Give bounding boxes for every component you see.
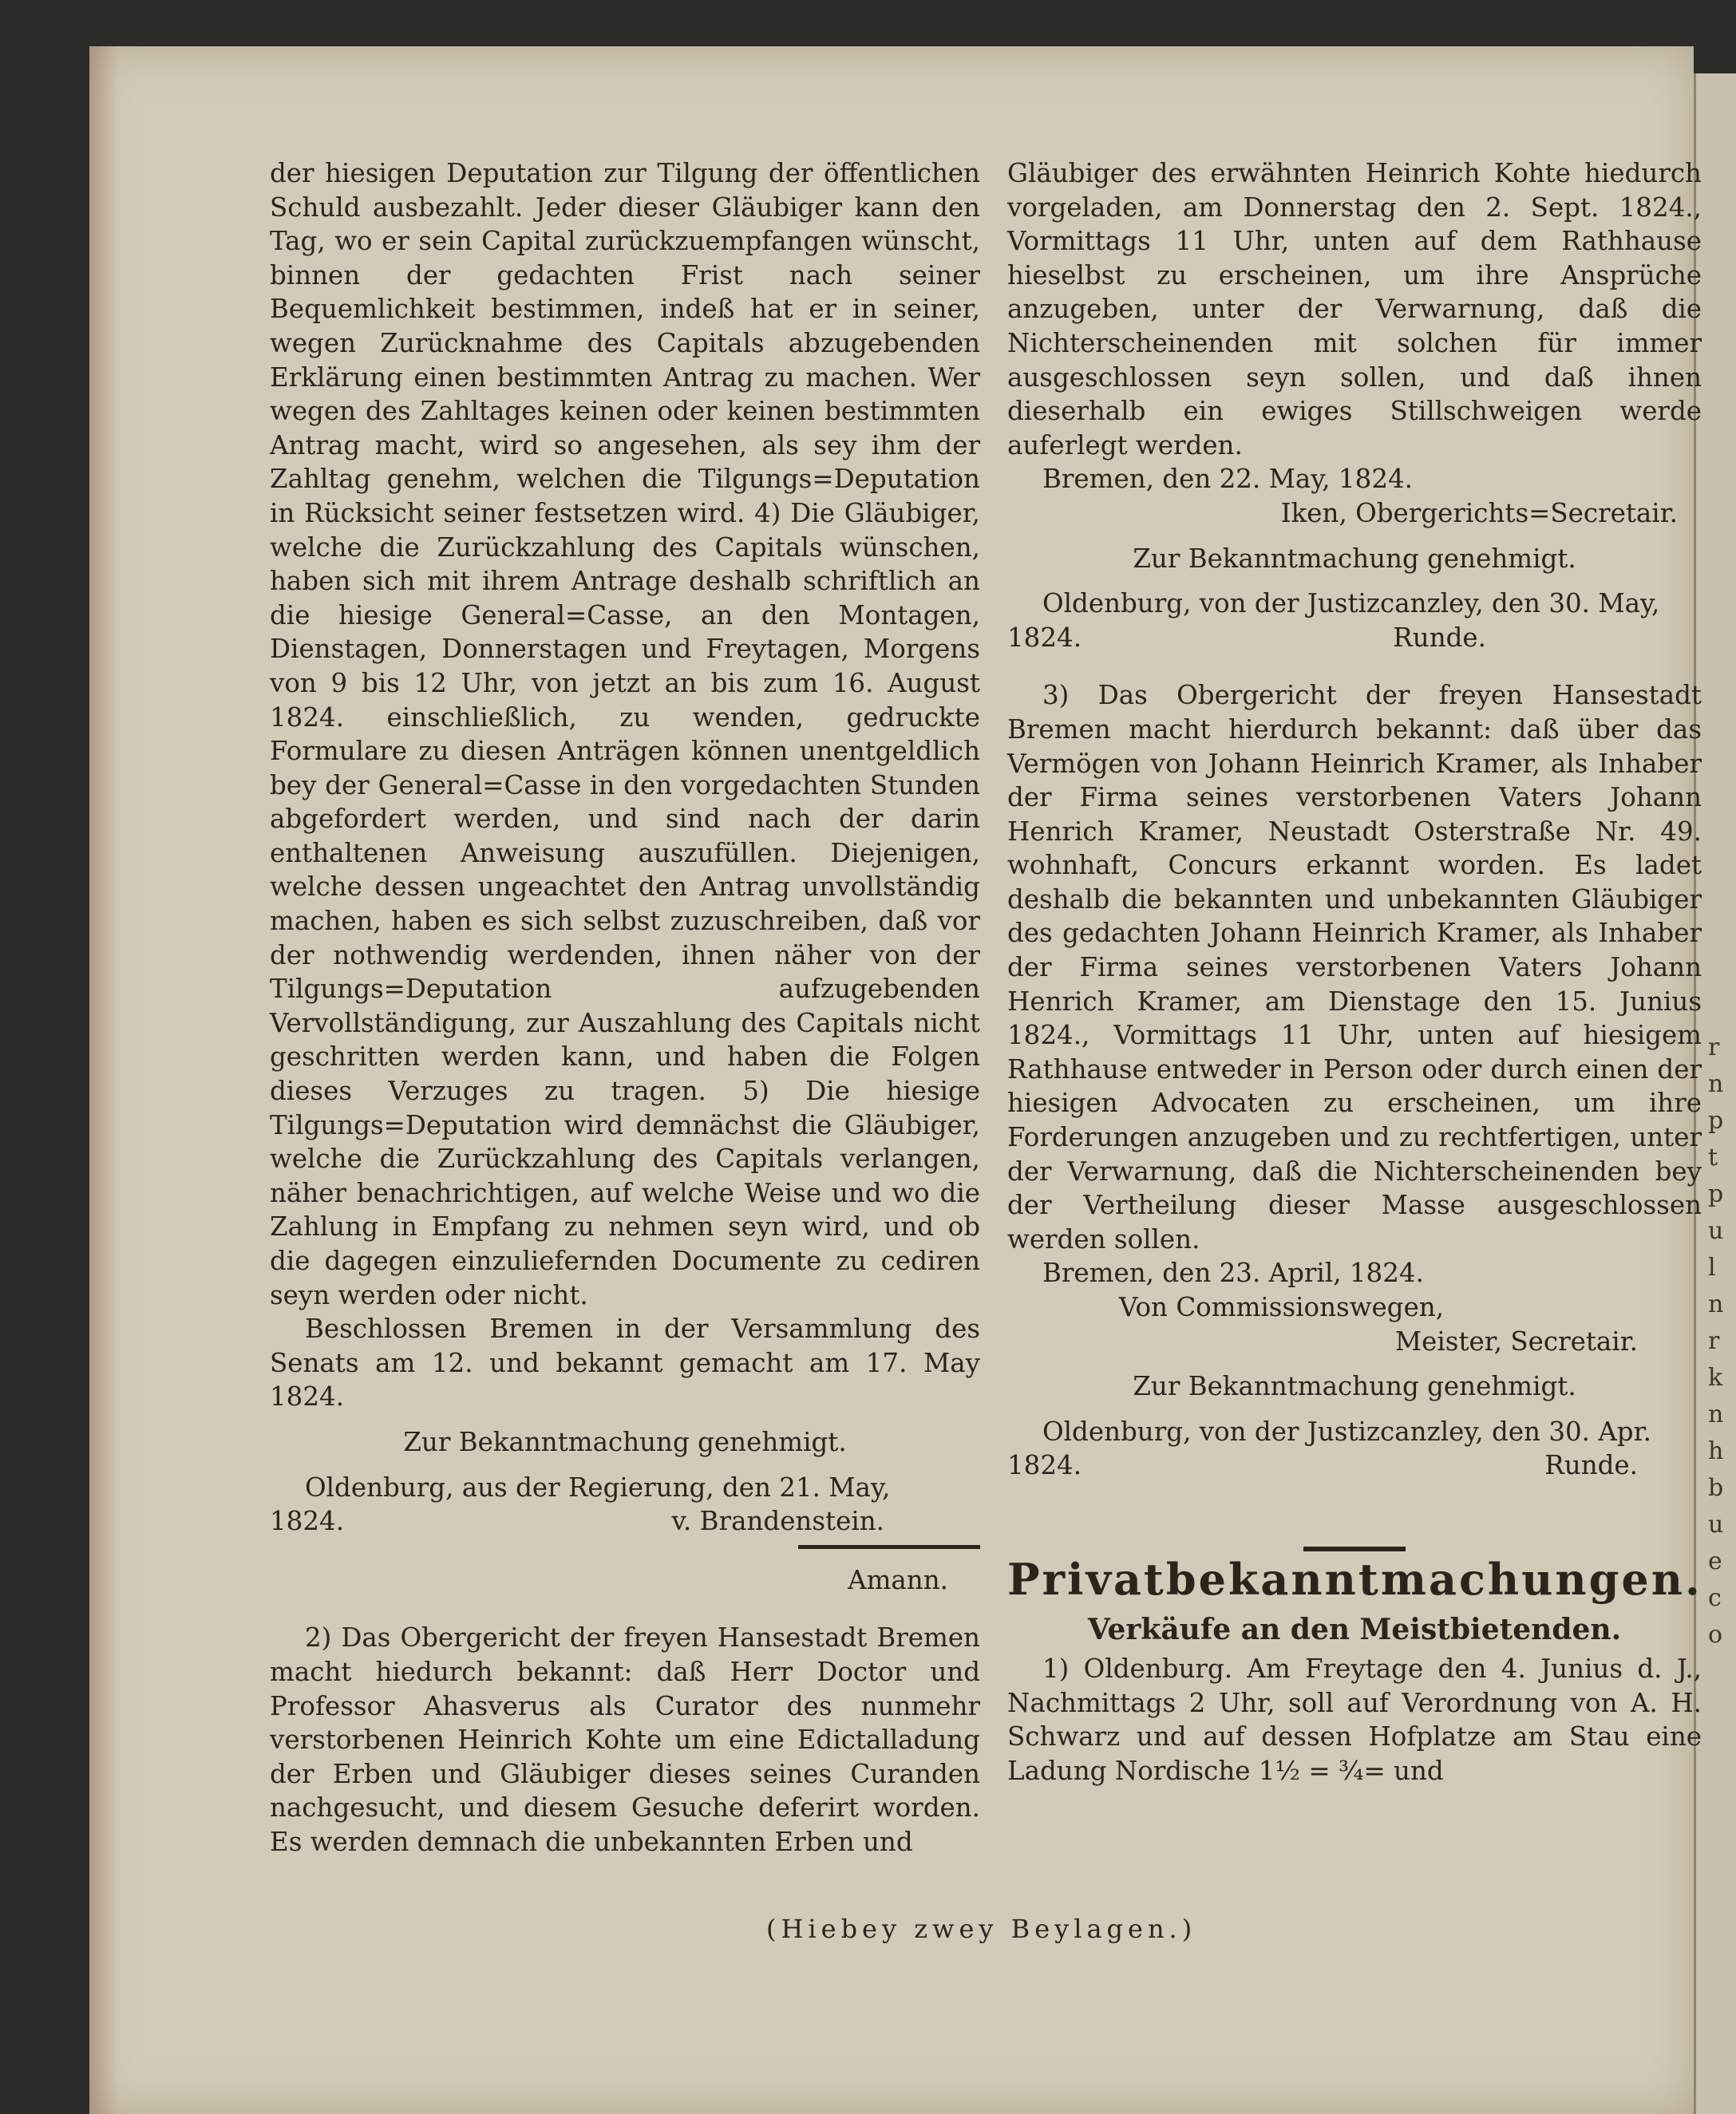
edge-letter: c xyxy=(1708,1584,1722,1612)
edge-letter: r xyxy=(1708,1327,1720,1355)
left-paragraph-1: der hiesigen Deputation zur Tilgung der öffentlichen Schuld ausbezahlt. Jeder dieser Gläubiger kann den Tag, wo er sein Capital zurückzuempfangen wünscht, binnen der gedachten Frist nach seiner Bequemlichkeit bestimmen, indeß hat er in seiner, wegen Zurücknahme des Capitals abzugebenden Erklärung einen bestimmten Antrag zu machen. Wer wegen des Zahltages keinen oder keinen bestimmten Antrag macht, wird so angesehen, als sey ihm der Zahltag genehm, welchen die Tilgungs=Deputation in Rücksicht seiner festsetzen wird. 4) Die Gläubiger, welche die Zurückzahlung des Capitals wünschen, haben sich mit ihrem Antrage deshalb schriftlich an die hiesige General=Casse, an den Montagen, Dienstagen, Donnerstagen und Freytagen, Morgens von 9 bis 12 Uhr, von jetzt an bis zum 16. August 1824. einschließlich, zu wenden, gedruckte Formulare zu diesen Anträgen können unentgeldlich bey der General=Casse in den vorgedachten Stunden abgefordert werden, und sind nach der darin enthaltenen Anweisung auszufüllen. Diejenigen, welche dessen ungeachtet den Antrag unvollständig machen, haben es sich selbst zuzuschreiben, daß vor der nothwendig werdenden, ihnen näher von der Tilgungs=Deputation aufzugebenden Vervollständigung, zur Auszahlung des Capitals nicht geschritten werden kann, und haben die Folgen dieses Verzuges zu tragen. 5) Die hiesige Tilgungs=Deputation wird demnächst die Gläubiger, welche die Zurückzahlung des Capitals verlangen, näher benachrichtigen, auf welche Weise und wo die Zahlung in Empfang zu nehmen seyn wird, und ob die dagegen einzuliefernden Documente zu cediren seyn werden oder nicht. xyxy=(270,158,980,1310)
left-year: 1824. xyxy=(270,1506,345,1537)
left-approval: Zur Bekanntmachung genehmigt. xyxy=(403,1426,847,1457)
right-place-date-1: Oldenburg, von der Justizcanzley, den 30. May, xyxy=(1042,588,1660,619)
right-paragraph-1: Gläubiger des erwähnten Heinrich Kohte hiedurch vorgeladen, am Donnerstag den 2. Sept. 1824., Vormittags 11 Uhr, unten auf dem Rathhause hieselbst zu erscheinen, um ihre Ansprüche anzugeben, unter der Verwarnung, daß die Nichterscheinenden mit solchen für immer ausgeschlossen seyn sollen, und daß ihnen dieserhalb ein ewiges Stillschweigen werde auferlegt werden. xyxy=(1007,158,1702,460)
right-signer-1: Runde. xyxy=(1393,622,1486,653)
edge-letter: p xyxy=(1708,1107,1724,1135)
left-place-date: Oldenburg, aus der Regierung, den 21. May, xyxy=(305,1472,891,1503)
edge-letter: p xyxy=(1708,1180,1724,1208)
left-column xyxy=(270,156,980,1859)
section-subheading: Verkäufe an den Meistbietenden. xyxy=(1087,1612,1622,1646)
left-signature-line xyxy=(270,1504,980,1539)
right-year-2: 1824. xyxy=(1007,1450,1082,1481)
edge-letter: u xyxy=(1708,1217,1724,1245)
supplement-note: (Hiebey zwey Beylagen.) xyxy=(766,1914,1197,1944)
right-signature-line-2 xyxy=(1007,1448,1702,1483)
edge-letter: b xyxy=(1708,1474,1724,1502)
edge-letter: t xyxy=(1708,1144,1718,1172)
edge-letter: u xyxy=(1708,1511,1724,1539)
right-signature-line-1 xyxy=(1007,621,1702,655)
right-signature-1: Iken, Obergerichts=Secretair. xyxy=(1280,497,1678,528)
next-page-edge-letters xyxy=(1708,1029,1732,1654)
edge-letter: n xyxy=(1708,1070,1724,1098)
right-commission: Von Commissionswegen, xyxy=(1119,1292,1445,1322)
edge-letter: o xyxy=(1708,1621,1723,1649)
left-signer: v. Brandenstein. xyxy=(671,1506,884,1537)
edge-letter: n xyxy=(1708,1401,1724,1428)
right-signature-2: Meister, Secretair. xyxy=(1394,1326,1638,1357)
right-date-1: Bremen, den 22. May, 1824. xyxy=(1042,464,1414,495)
left-signer-2: Amann. xyxy=(848,1564,948,1595)
right-signer-2: Runde. xyxy=(1544,1450,1638,1481)
right-approval-1: Zur Bekanntmachung genehmigt. xyxy=(1133,543,1576,574)
edge-letter: l xyxy=(1708,1254,1716,1282)
left-paragraph-2: Beschlossen Bremen in der Versammlung des Senats am 12. und bekannt gemacht am 17. May 1824. xyxy=(270,1314,980,1413)
edge-letter: e xyxy=(1708,1547,1722,1575)
right-paragraph-3: 1) Oldenburg. Am Freytage den 4. Junius d. J., Nachmittags 2 Uhr, soll auf Verordnung von A. H. Schwarz und auf dessen Hofplatze am Stau eine Ladung Nordische 1½ = ¾= und xyxy=(1007,1653,1702,1786)
left-divider-rule xyxy=(798,1545,980,1549)
edge-letter: k xyxy=(1708,1364,1723,1392)
right-approval-2: Zur Bekanntmachung genehmigt. xyxy=(1133,1371,1576,1402)
right-column xyxy=(1007,156,1702,1788)
edge-letter: h xyxy=(1708,1437,1724,1465)
edge-letter: n xyxy=(1708,1290,1724,1318)
page-fold-shadow xyxy=(89,46,118,2114)
right-year-1: 1824. xyxy=(1007,622,1082,653)
left-paragraph-3: 2) Das Obergericht der freyen Hansestadt Bremen macht hiedurch bekannt: daß Herr Doctor und Professor Ahasverus als Curator des nunmehr verstorbenen Heinrich Kohte um eine Edictalladung der Erben und Gläubiger dieses seines Curanden nachgesucht, und diesem Gesuche deferirt worden. Es werden demnach die unbekannten Erben und xyxy=(270,1622,980,1857)
section-heading: Privatbekanntmachungen. xyxy=(1007,1553,1702,1605)
right-date-2: Bremen, den 23. April, 1824. xyxy=(1042,1258,1424,1289)
edge-letter: r xyxy=(1708,1033,1720,1061)
right-place-date-2: Oldenburg, von der Justizcanzley, den 30. Apr. xyxy=(1042,1416,1651,1447)
right-paragraph-2: 3) Das Obergericht der freyen Hansestadt Bremen macht hierdurch bekannt: daß über das Vermögen von Johann Heinrich Kramer, als Inhaber der Firma seines verstorbenen Vaters Johann Henrich Kramer, Neustadt Osterstraße Nr. 49. wohnhaft, Concurs erkannt worden. Es ladet deshalb die bekannten und unbekannten Gläubiger des gedachten Johann Heinrich Kramer, als Inhaber der Firma seines verstorbenen Vaters Johann Henrich Kramer, am Dienstage den 15. Junius 1824., Vormittags 11 Uhr, unten auf hiesigem Rathhause entweder in Person oder durch einen der hiesigen Advocaten zu erscheinen, um ihre Forderungen anzugeben und zu rechtfertigen, unter der Verwarnung, daß die Nichterscheinenden bey der Vertheilung dieser Masse ausgeschlossen werden sollen. xyxy=(1007,680,1702,1255)
